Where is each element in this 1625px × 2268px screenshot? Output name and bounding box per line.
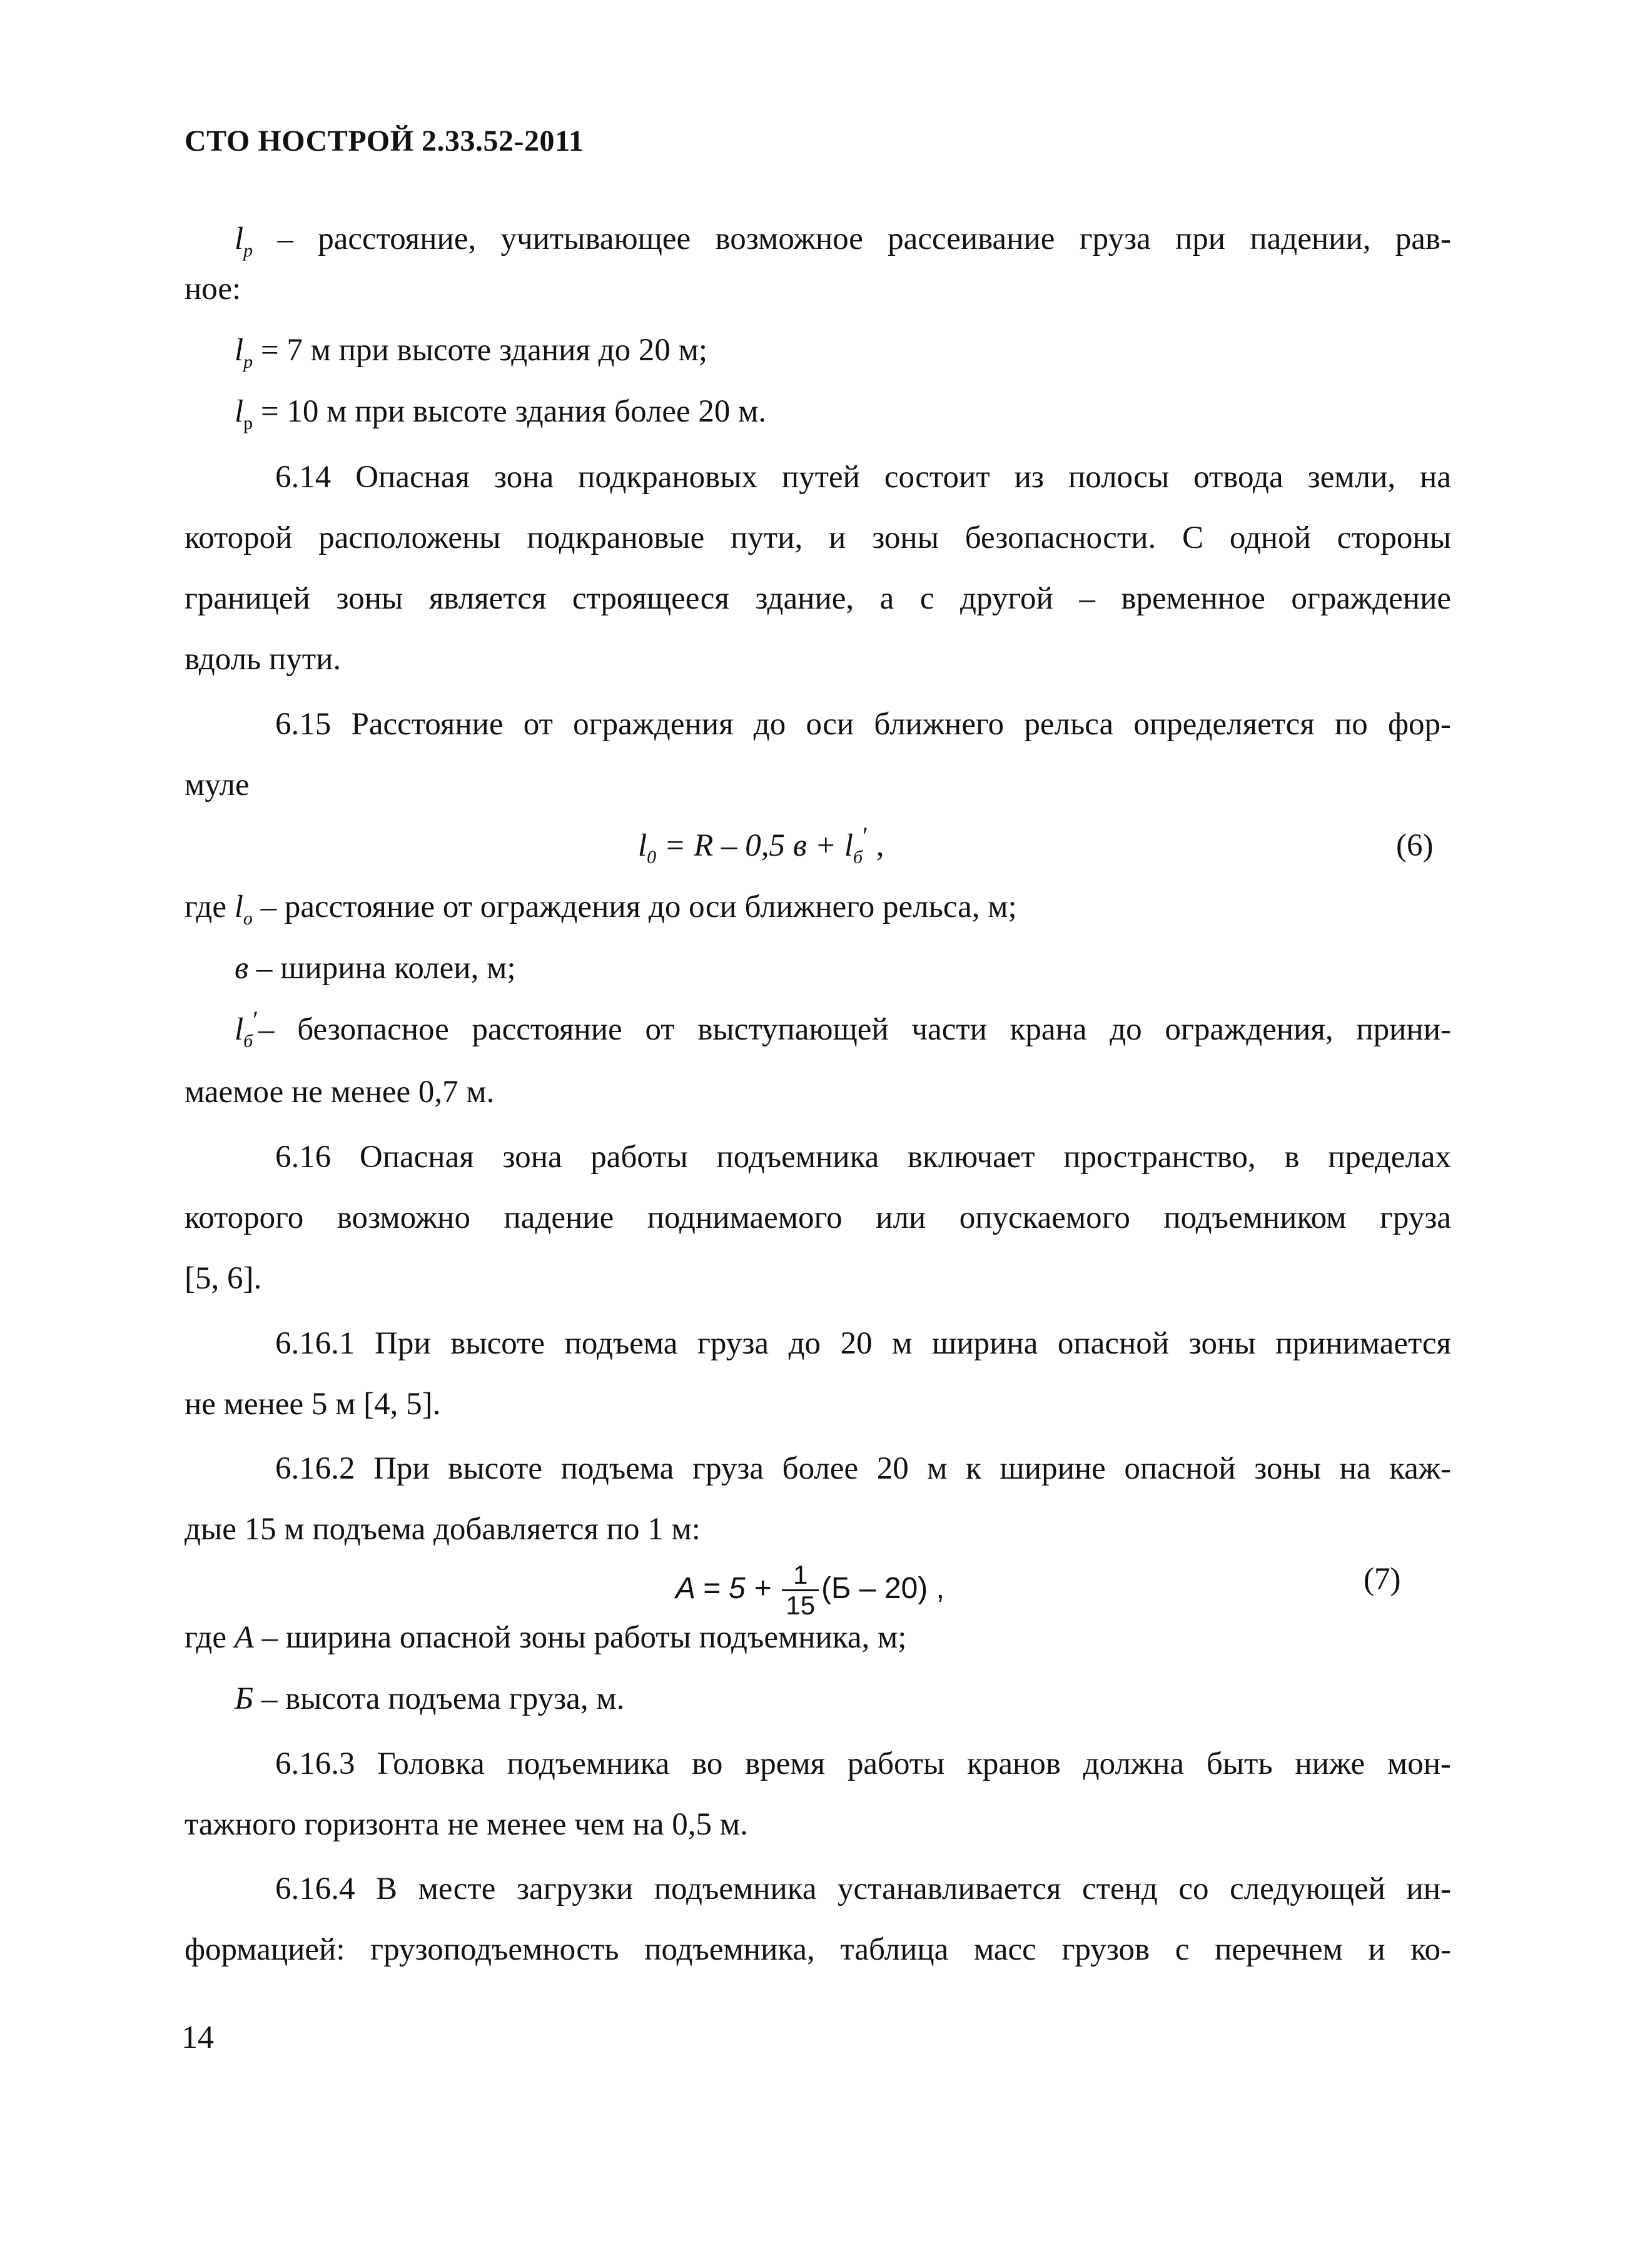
subscript-o: о (243, 908, 253, 929)
paragraph-6-16-4-line: 6.16.4 В месте загрузки подъемника устанавливается стенд со следующей ин- (275, 1871, 1451, 1906)
text-line-v (235, 949, 516, 987)
text-lp-10: = 10 м при высоте здания более 20 м. (260, 394, 767, 429)
page-number: 14 (181, 2020, 214, 2055)
symbol-l: l (844, 828, 853, 863)
paragraph-6-14-line: 6.14 Опасная зона подкрановых путей состоит из полосы отвода земли, на (275, 460, 1451, 495)
symbol-a: А (234, 1620, 254, 1655)
text-line-b (235, 1680, 624, 1718)
subscript-b: б (243, 1031, 253, 1051)
paragraph-6-16-2-line: 6.16.2 При высоте подъема груза более 20 м к ширине опасной зоны на каж- (275, 1451, 1451, 1486)
symbol-l: l (235, 394, 244, 429)
eq6-end: , (868, 828, 884, 863)
subscript-p: p (243, 240, 253, 261)
paragraph-6-15-line: 6.15 Расстояние от ограждения до оси ближнего рельса определяется по фор- (275, 707, 1451, 742)
paragraph-6-15-line: муле (185, 767, 250, 802)
paragraph-6-14-line: вдоль пути. (185, 642, 342, 677)
eq7-rhs: (Б – 20) (821, 1572, 928, 1606)
text-line-lp-10 (235, 393, 767, 433)
symbol-l: l (235, 333, 244, 368)
text-v-desc: – ширина колеи, м; (256, 951, 516, 986)
text-lb-desc: – безопасное расстояние от выступающей части крана до ограждения, прини- (258, 1012, 1451, 1047)
subscript-zero: 0 (647, 847, 657, 868)
symbol-b: Б (235, 1681, 254, 1716)
paragraph-6-16-4-line: формацией: грузоподъемность подъемника, таблица масс грузов с перечнем и ко- (185, 1932, 1451, 1967)
document-header: СТО НОСТРОЙ 2.33.52-2011 (185, 124, 584, 158)
subscript-p: p (243, 352, 253, 372)
symbol-l: l (234, 889, 243, 924)
paragraph-6-16-line: которого возможно падение поднимаемого или опускаемого подъемником груза (185, 1200, 1451, 1235)
paragraph-6-16-line: [5, 6]. (185, 1261, 262, 1296)
prime-mark: ′ (253, 1006, 259, 1034)
equation-6 (638, 822, 884, 868)
paragraph-6-16-line: 6.16 Опасная зона работы подъемника включает пространство, в пределах (275, 1140, 1451, 1175)
symbol-v: в (792, 828, 807, 863)
text-line: ное: (185, 271, 241, 306)
symbol-l: l (235, 1012, 244, 1047)
subscript-b: б (853, 847, 863, 868)
symbol-l: l (638, 828, 647, 863)
text-line-lp-def (235, 220, 1451, 261)
subscript-p: р (243, 413, 253, 433)
equation-number-7: (7) (1364, 1562, 1401, 1597)
text-lp-7: = 7 м при высоте здания до 20 м; (260, 333, 708, 368)
paragraph-6-16-3-line: 6.16.3 Головка подъемника во время работы кранов должна быть ниже мон- (275, 1746, 1451, 1781)
text-a-desc: – ширина опасной зоны работы подъемника, м; (261, 1620, 907, 1655)
text-line-lb (235, 1006, 1451, 1051)
eq7-fraction-denominator: 15 (786, 1591, 816, 1620)
text-lp-desc: – расстояние, учитывающее возможное рассеивание груза при падении, рав- (277, 221, 1451, 256)
text-gde: где (185, 1620, 226, 1655)
text-b-desc: – высота подъема груза, м. (261, 1681, 625, 1716)
eq7-fraction (782, 1561, 819, 1620)
text-line-gde-lo (185, 888, 1017, 929)
equation-number-6: (6) (1396, 828, 1434, 863)
paragraph-6-16-1-line: 6.16.1 При высоте подъема груза до 20 м ширина опасной зоны принимается (275, 1326, 1451, 1361)
eq7-lhs: A = 5 + (676, 1572, 780, 1606)
paragraph-6-14-line: которой расположены подкрановые пути, и зоны безопасности. С одной стороны (185, 520, 1451, 555)
eq6-plus: + (806, 828, 844, 863)
prime-mark: ′ (863, 822, 868, 850)
symbol-v: в (235, 951, 249, 986)
eq7-end: , (928, 1572, 944, 1606)
text-line: маемое не менее 0,7 м. (185, 1075, 495, 1110)
eq6-mid: = R – 0,5 (656, 828, 793, 863)
paragraph-6-14-line: границей зоны является строящееся здание, а с другой – временное ограждение (185, 581, 1451, 616)
paragraph-6-16-1-line: не менее 5 м [4, 5]. (185, 1387, 441, 1422)
symbol-l: l (235, 221, 244, 256)
paragraph-6-16-3-line: тажного горизонта не менее чем на 0,5 м. (185, 1807, 748, 1842)
paragraph-6-16-2-line: дые 15 м подъема добавляется по 1 м: (185, 1512, 701, 1547)
text-line-gde-a (185, 1619, 906, 1656)
text-gde: где (185, 889, 226, 924)
text-lo-desc: – расстояние от ограждения до оси ближнего рельса, м; (260, 889, 1017, 924)
eq7-fraction-numerator: 1 (782, 1561, 819, 1591)
equation-7 (676, 1561, 944, 1620)
text-line-lp-7 (235, 332, 708, 372)
